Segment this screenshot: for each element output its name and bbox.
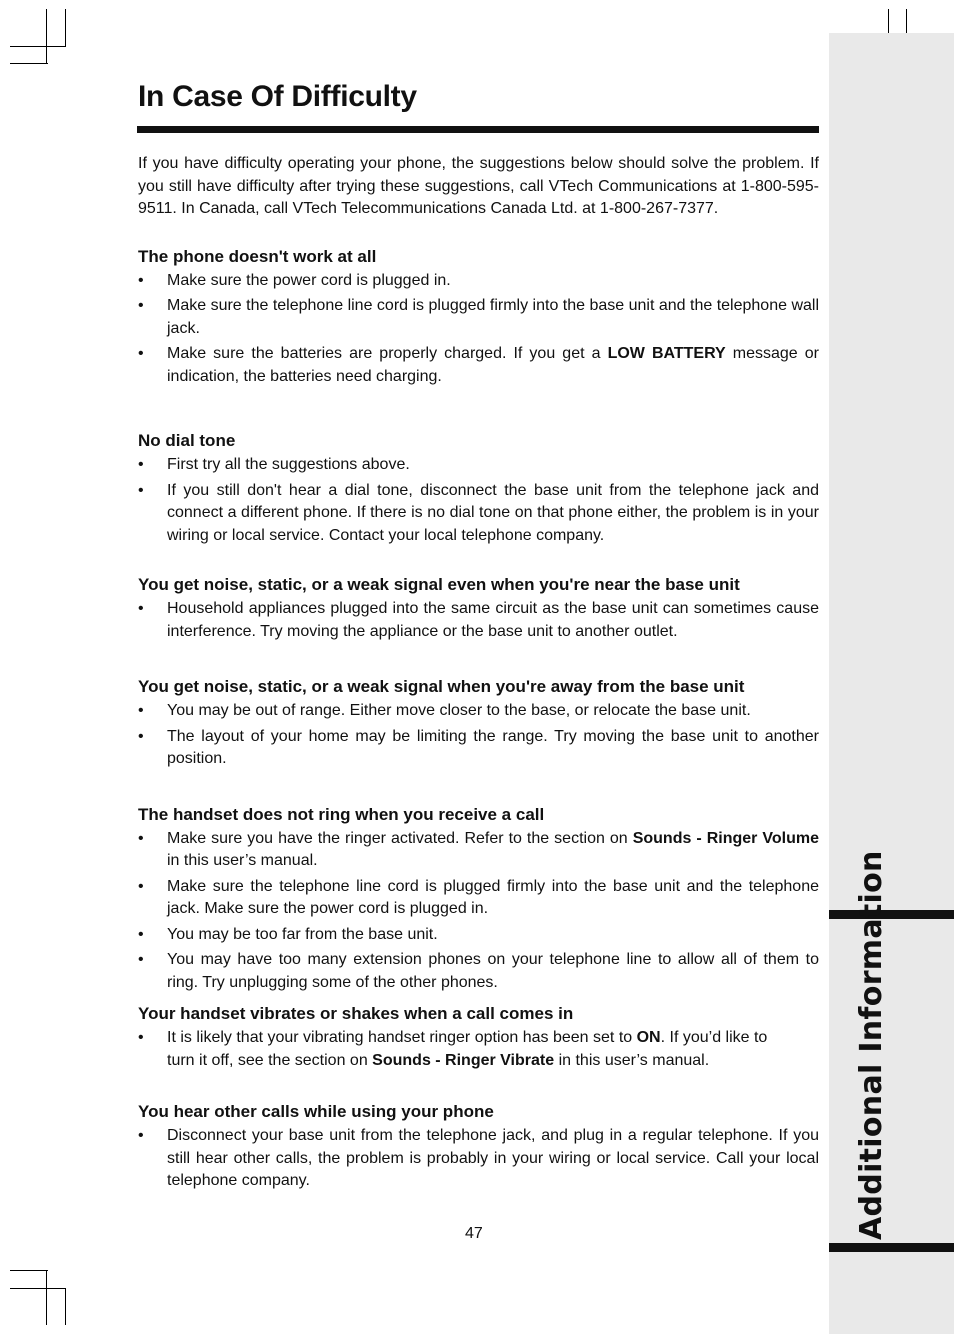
list-item: • If you still don't hear a dial tone, disconnect the base unit from the telephone jack and connect a different phone. If there is no dial tone on that phone either, the problem is in your wiring or local service. Contact your local telephone company.	[138, 481, 819, 544]
bullet-icon: •	[138, 951, 144, 968]
list-item: • Make sure the power cord is plugged in.	[138, 270, 819, 293]
side-tab-bottom-bar	[829, 1243, 954, 1252]
bullet-list	[138, 1027, 819, 1072]
list-item: • First try all the suggestions above.	[138, 454, 819, 477]
section-no-dial-tone	[138, 430, 819, 547]
list-item: • It is likely that your vibrating handset ringer option has been set to ON. If you’d like to turn it off, see the section on Sounds - Ringer Vibrate in this user’s manual.	[138, 1029, 768, 1069]
section-hear-other-calls	[138, 1101, 819, 1193]
section-heading: Your handset vibrates or shakes when a call comes in	[138, 1004, 574, 1023]
list-item: • You may be too far from the base unit.	[138, 924, 819, 947]
title-rule	[137, 126, 819, 133]
emphasis: Sounds - Ringer Volume	[632, 829, 819, 847]
page-title: In Case Of Difficulty	[138, 80, 417, 113]
bullet-list	[138, 700, 819, 771]
list-item: • Make sure the telephone line cord is plugged firmly into the base unit and the telephone jack. Make sure the power cord is plugged in.	[138, 877, 819, 917]
bullet-icon: •	[138, 345, 144, 362]
bullet-icon: •	[138, 877, 144, 895]
bullet-list	[138, 598, 819, 643]
section-phone-not-working	[138, 246, 819, 389]
section-heading: You get noise, static, or a weak signal even when you're near the base unit	[138, 575, 740, 594]
bullet-icon: •	[138, 600, 144, 617]
page-number: 47	[465, 1225, 483, 1242]
section-heading: The phone doesn't work at all	[138, 246, 377, 266]
section-handset-vibrates	[138, 1003, 819, 1072]
emphasis: ON	[636, 1029, 661, 1046]
bullet-icon: •	[138, 702, 144, 719]
list-item: • Disconnect your base unit from the telephone jack, and plug in a regular telephone. If you still hear other calls, the problem is probably in your wiring or local service. Call your local telephone company.	[138, 1127, 819, 1189]
bullet-list	[138, 454, 819, 547]
list-item: • The layout of your home may be limiting the range. Try moving the base unit to another position.	[138, 727, 819, 767]
main-content	[138, 153, 819, 1196]
bullet-icon: •	[138, 456, 144, 473]
section-noise-near-base	[138, 574, 819, 643]
bullet-icon: •	[138, 297, 144, 314]
section-noise-away-from-base	[138, 676, 819, 771]
bullet-list	[138, 1125, 819, 1193]
section-handset-not-ringing	[138, 804, 819, 995]
list-item: • Make sure the telephone line cord is plugged firmly into the base unit and the telephone wall jack.	[138, 297, 819, 337]
bullet-list	[138, 828, 819, 995]
bullet-list	[138, 270, 819, 389]
bullet-icon: •	[138, 925, 144, 943]
bullet-icon: •	[138, 481, 144, 499]
bullet-icon: •	[138, 1029, 144, 1046]
side-tab-label: Additional Information	[854, 850, 889, 1240]
section-heading: You get noise, static, or a weak signal when you're away from the base unit	[138, 677, 745, 696]
bullet-icon: •	[138, 829, 144, 847]
intro-paragraph: If you have difficulty operating your phone, the suggestions below should solve the problem. If you still have difficulty after trying these suggestions, call VTech Communications at 1-800-595-9511. In Canada, call VTech Telecommunications Canada Ltd. at 1-800-267-7377.	[138, 155, 819, 217]
list-item: • Make sure you have the ringer activated. Refer to the section on Sounds - Ringer Volume in this user’s manual.	[138, 829, 819, 869]
emphasis: Sounds - Ringer Vibrate	[372, 1051, 555, 1069]
list-item: • You may have too many extension phones on your telephone line to allow all of them to ring. Try unplugging some of the other phones.	[138, 951, 819, 991]
emphasis: LOW BATTERY	[607, 345, 726, 362]
list-item: • Make sure the batteries are properly charged. If you get a LOW BATTERY message or indication, the batteries need charging.	[138, 345, 819, 385]
bullet-icon: •	[138, 1127, 144, 1144]
side-tab-top-bar	[829, 910, 954, 919]
section-heading: No dial tone	[138, 431, 236, 450]
list-item: • Household appliances plugged into the same circuit as the base unit can sometimes cause interference. Try moving the appliance or the base unit to another outlet.	[138, 600, 819, 640]
side-tab-panel	[829, 33, 954, 1334]
section-heading: You hear other calls while using your phone	[138, 1102, 494, 1121]
bullet-icon: •	[138, 727, 144, 745]
section-heading: The handset does not ring when you receive a call	[138, 804, 545, 824]
list-item: • You may be out of range. Either move closer to the base, or relocate the base unit.	[138, 700, 819, 723]
bullet-icon: •	[138, 271, 144, 289]
